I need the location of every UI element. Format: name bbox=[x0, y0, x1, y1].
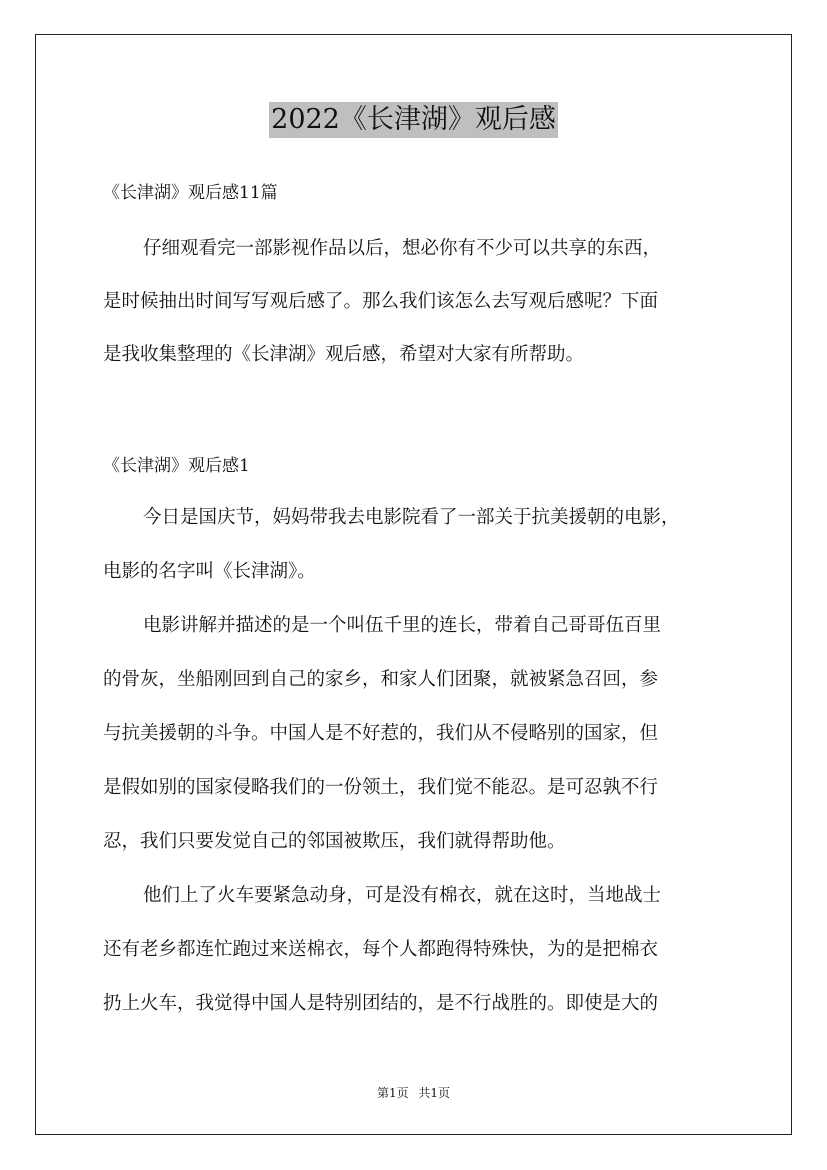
title-container bbox=[0, 102, 827, 138]
page-footer bbox=[0, 1084, 827, 1101]
page-total: 共1页 bbox=[418, 1086, 451, 1100]
intro-line: 是时候抽出时间写写观后感了。那么我们该怎么去写观后感呢？下面 bbox=[103, 291, 659, 312]
paragraph-line: 扔上火车，我觉得中国人是特别团结的，是不行战胜的。即使是大的 bbox=[103, 993, 659, 1014]
paragraph-line: 与抗美援朝的斗争。中国人是不好惹的，我们从不侵略别的国家，但 bbox=[103, 723, 659, 744]
paragraph-line: 今日是国庆节，妈妈带我去电影院看了一部关于抗美援朝的电影， bbox=[143, 507, 680, 528]
document-subtitle: 《长津湖》观后感11篇 bbox=[103, 183, 278, 203]
paragraph-line: 是假如别的国家侵略我们的一份领土，我们觉不能忍。是可忍孰不行 bbox=[103, 777, 659, 798]
paragraph-line: 电影的名字叫《长津湖》。 bbox=[103, 561, 316, 582]
section-heading: 《长津湖》观后感1 bbox=[103, 456, 250, 476]
paragraph-line: 的骨灰，坐船刚回到自己的家乡，和家人们团聚，就被紧急召回，参 bbox=[103, 669, 659, 690]
paragraph-line: 忍，我们只要发觉自己的邻国被欺压，我们就得帮助他。 bbox=[103, 831, 566, 852]
paragraph-line: 电影讲解并描述的是一个叫伍千里的连长，带着自己哥哥伍百里 bbox=[143, 615, 662, 636]
paragraph-line: 还有老乡都连忙跑过来送棉衣，每个人都跑得特殊快，为的是把棉衣 bbox=[103, 939, 659, 960]
paragraph-line: 他们上了火车要紧急动身，可是没有棉衣，就在这时，当地战士 bbox=[143, 885, 662, 906]
page-number: 第1页 bbox=[376, 1086, 409, 1100]
intro-line: 是我收集整理的《长津湖》观后感，希望对大家有所帮助。 bbox=[103, 344, 585, 365]
intro-line: 仔细观看完一部影视作品以后，想必你有不少可以共享的东西， bbox=[143, 238, 662, 259]
document-title: 2022《长津湖》观后感 bbox=[269, 102, 558, 138]
